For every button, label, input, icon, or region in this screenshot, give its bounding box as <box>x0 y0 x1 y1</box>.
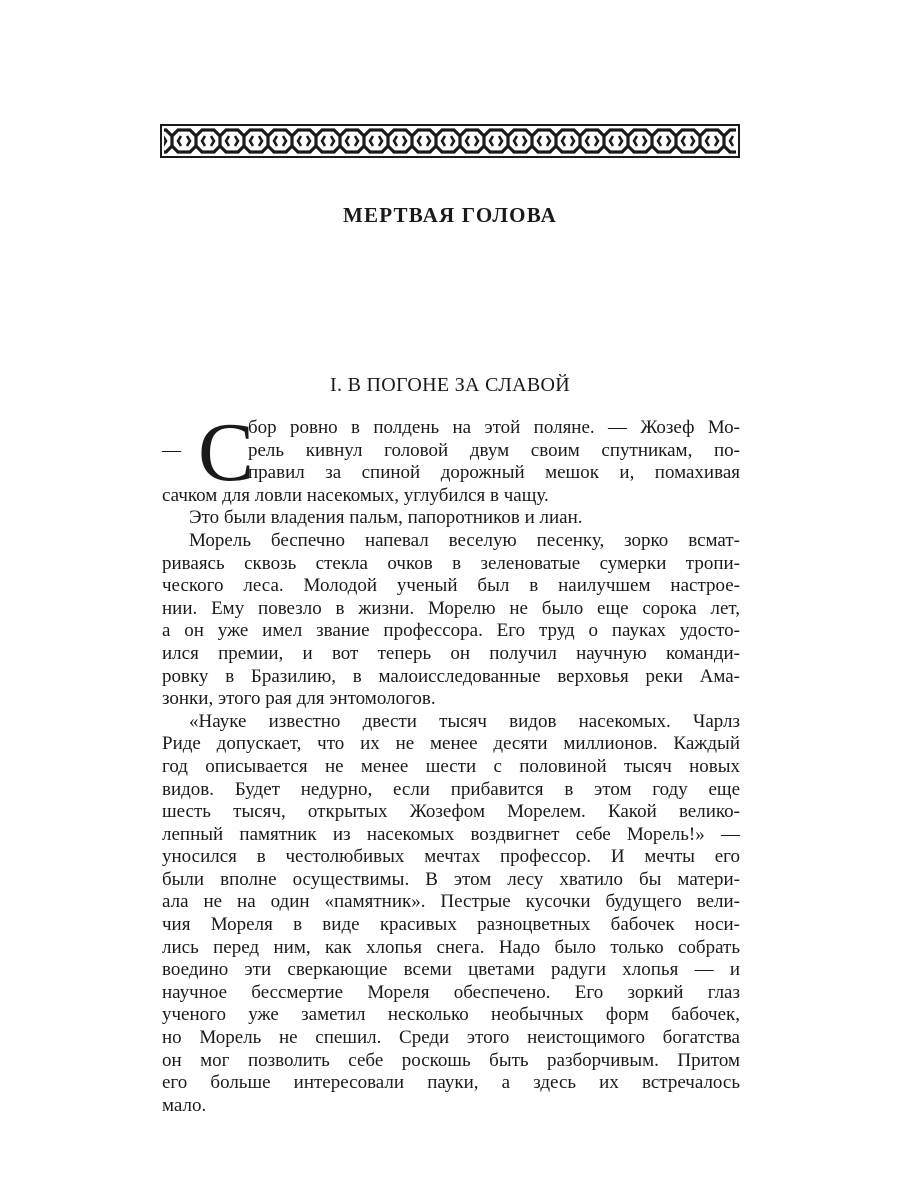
text-line: его больше интересовали пауки, а здесь их встречалось <box>162 1072 740 1094</box>
text-line: сачком для ловли насекомых, углубился в чащу. <box>162 484 549 506</box>
text-line: воедино эти сверкающие всеми цветами радуги хлопья — и <box>162 959 740 981</box>
text-line: видов. Будет недурно, если прибавится в этом году еще <box>162 778 740 800</box>
text-line: ученого уже заметил несколько необычных форм бабочек, <box>162 1004 740 1026</box>
text-line: шесть тысяч, открытых Жозефом Морелем. Какой велико- <box>162 801 740 823</box>
text-line: но Морель не спешил. Среди этого неистощимого богатства <box>162 1027 740 1049</box>
text-line: он мог позволить себе роскошь быть разборчивым. Притом <box>162 1049 740 1071</box>
text-line: уносился в честолюбивых мечтах профессор. И мечты его <box>162 846 740 868</box>
ornamental-header-band <box>160 124 740 158</box>
text-line: были вполне осуществимы. В этом лесу хватило бы матери- <box>162 868 740 890</box>
text-line: лись перед ним, как хлопья снега. Надо было только собрать <box>162 936 740 958</box>
text-line: мало. <box>162 1094 207 1116</box>
text-line: а он уже имел звание профессора. Его труд о пауках удосто- <box>162 620 740 642</box>
text-line: ала не на один «памятник». Пестрые кусочки будущего вели- <box>162 891 740 913</box>
text-line: зонки, этого рая для энтомологов. <box>162 688 436 710</box>
text-line: риваясь сквозь стекла очков в зеленоватые сумерки тропи- <box>162 552 740 574</box>
drop-cap-letter: С <box>198 406 255 499</box>
text-line: год описывается не менее шести с половиной тысяч новых <box>162 755 740 777</box>
book-title: МЕРТВАЯ ГОЛОВА <box>343 203 557 227</box>
text-line: научное бессмертие Мореля обеспечено. Его зоркий глаз <box>162 981 740 1003</box>
text-line: лепный памятник из насекомых воздвигнет себе Морель!» — <box>162 823 740 845</box>
chapter-title: I. В ПОГОНЕ ЗА СЛАВОЙ <box>330 374 570 396</box>
text-line: Риде допускает, что их не менее десяти миллионов. Каждый <box>162 733 740 755</box>
body-text <box>162 406 740 1117</box>
text-line: ческого леса. Молодой ученый был в наилучшем настрое- <box>162 575 740 597</box>
text-line: ровку в Бразилию, в малоисследованные верховья реки Ама- <box>162 665 740 687</box>
text-line: бор ровно в полдень на этой поляне. — Жозеф Мо- <box>248 417 740 438</box>
text-line: «Науке известно двести тысяч видов насекомых. Чарлз <box>189 710 740 732</box>
text-line-content: рель кивнул головой двум своим спутникам, по- <box>248 439 740 461</box>
text-line: ился премии, и вот теперь он получил научную команди- <box>162 642 740 664</box>
text-line: правил за спиной дорожный мешок и, помахивая <box>248 462 740 484</box>
text-line: Морель беспечно напевал веселую песенку, зорко всмат- <box>189 529 740 551</box>
ornament-pattern <box>160 124 740 158</box>
text-line: нии. Ему повезло в жизни. Морелю не было еще сорока лет, <box>162 597 740 619</box>
dialogue-dash: — <box>162 439 181 461</box>
text-line: Это были владения пальм, папоротников и лиан. <box>189 507 583 529</box>
text-line: чия Мореля в виде красивых разноцветных бабочек носи- <box>162 914 740 936</box>
